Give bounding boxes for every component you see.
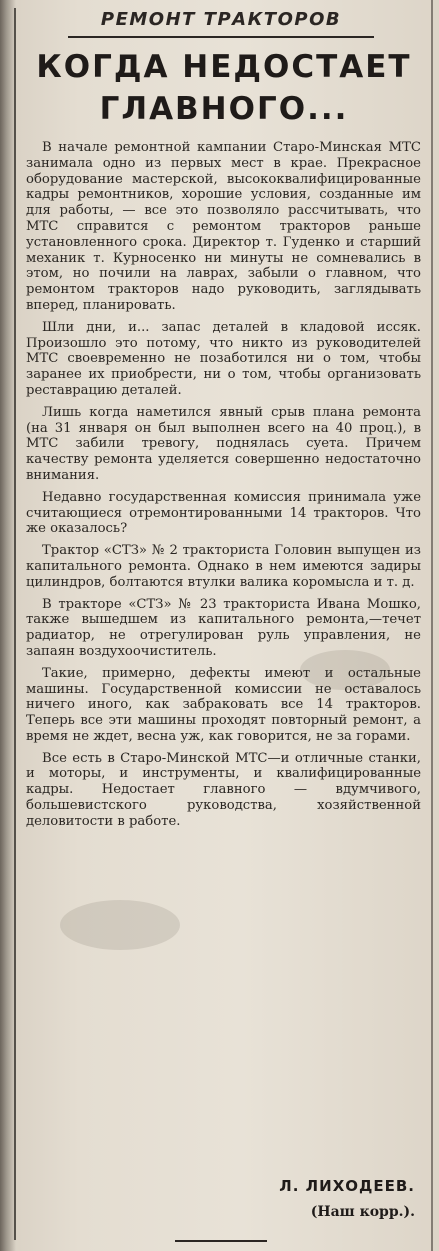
- article-paragraph: Все есть в Старо-Минской МТС—и отличные станки, и моторы, и инструменты, и квалифицированные кадры. Недостает главного — вдумчивого, большевистского руководства, хозяйственной деловитости в работе.: [26, 750, 421, 829]
- closing-rule: [175, 1240, 267, 1242]
- column-rule-right: [431, 0, 433, 1251]
- article-paragraph: Такие, примерно, дефекты имеют и остальные машины. Государственной комиссии не оставалось ничего иного, как забраковать все 14 тракторов. Теперь все эти машины проходят повторный ремонт, а время не ждет, весна уж, как говорится, не за горами.: [26, 665, 421, 744]
- article-headline: [24, 46, 424, 130]
- correspondent-note: (Наш корр.).: [310, 1204, 415, 1220]
- article-paragraph: В начале ремонтной кампании Старо-Минская МТС занимала одно из первых мест в крае. Прекрасное оборудование мастерской, высококвалифицированные кадры ремонтников, хорошие условия, созданные им для работы, — все это позволяло рассчитывать, что МТС справится с ремонтом тракторов раньше установленного срока. Директор т. Гуденко и старший механик т. Курносенко ни минуты не сомневались в этом, но почили на лаврах, забыли о главном, что ремонтом тракторов надо руководить, заглядывать вперед, планировать.: [26, 140, 421, 313]
- rubric-underline: [68, 36, 374, 38]
- article-paragraph: Лишь когда наметился явный срыв плана ремонта (на 31 января он был выполнен всего на 40 проц.), в МТС забили тревогу, поднялась суета. Причем качеству ремонта уделяется совершенно недостаточно внимания.: [26, 404, 421, 483]
- article-paragraph: Недавно государственная комиссия принимала уже считающиеся отремонтированными 14 тракторов. Что же оказалось?: [26, 489, 421, 537]
- section-rubric: [62, 6, 380, 40]
- headline-line-2: ГЛАВНОГО...: [99, 91, 349, 127]
- paper-stain: [60, 900, 180, 950]
- article-paragraph: Трактор «СТЗ» № 2 тракториста Головин выпущен из капитального ремонта. Однако в нем имеются задиры цилиндров, болтаются втулки валика коромысла и т. д.: [26, 543, 421, 590]
- article-body: [26, 140, 421, 836]
- column-rule-left: [14, 8, 16, 1240]
- article-paragraph: Шли дни, и... запас деталей в кладовой иссяк. Произошло это потому, что никто из руководителей МТС своевременно не позаботился ни о том, чтобы заранее их приобрести, ни о том, чтобы организовать реставрацию деталей.: [26, 319, 421, 398]
- author-signature: Л. ЛИХОДЕЕВ.: [279, 1177, 415, 1195]
- section-rubric-text: РЕМОНТ ТРАКТОРОВ: [100, 9, 342, 30]
- article-paragraph: В тракторе «СТЗ» № 23 тракториста Ивана Мошко, также вышедшем из капитального ремонта,—течет радиатор, не отрегулирован руль управления, не запаян воздухоочиститель.: [26, 596, 421, 659]
- headline-line-1: КОГДА НЕДОСТАЕТ: [36, 49, 412, 85]
